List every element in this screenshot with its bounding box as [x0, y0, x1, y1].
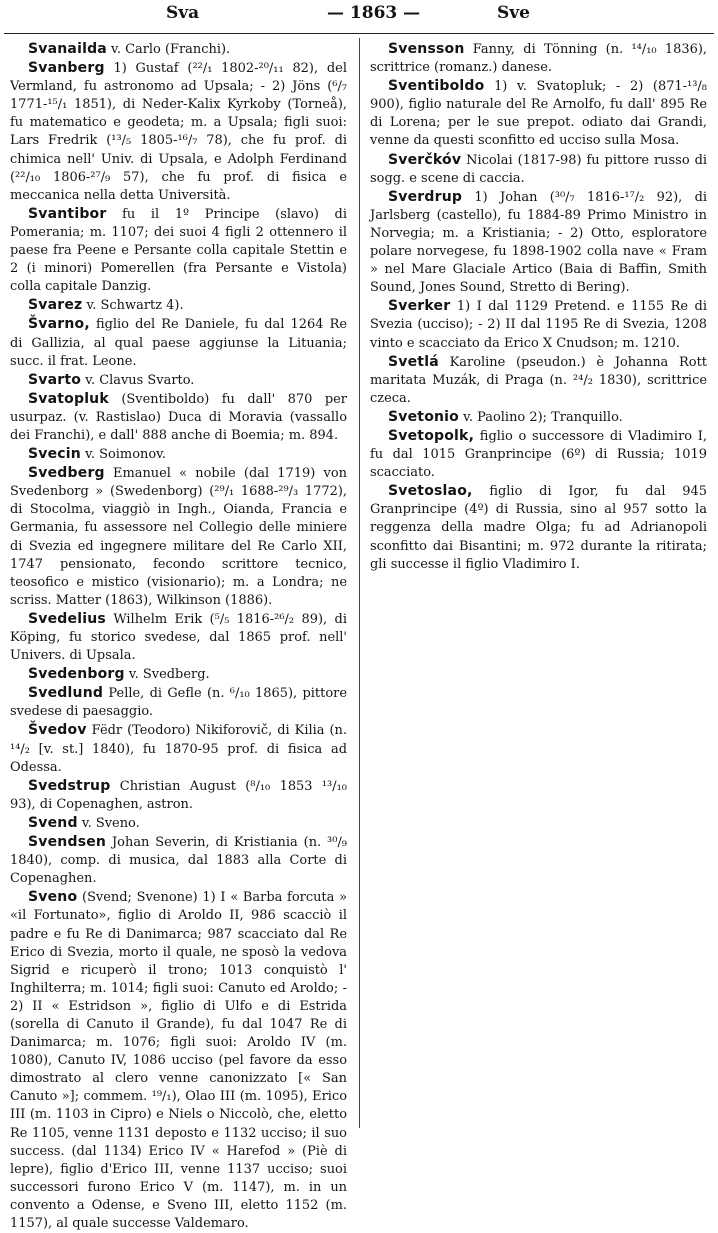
entry-headword: Svedlund [28, 685, 104, 702]
entry-headword: Svetlá [388, 353, 439, 370]
page-header [0, 0, 718, 30]
entry-text: v. Clavus Svarto. [81, 372, 195, 388]
dictionary-entry [370, 427, 707, 482]
entry-text: Pelle, di Gefle (n. ⁶/₁₀ 1865), pittore svedese di paesaggio. [10, 686, 347, 720]
entry-headword: Svetoslao, [388, 483, 473, 500]
entry-headword: Svensson [388, 41, 465, 57]
entry-text: Fëdr (Teodoro) Nikiforovič, di Kilia (n. ¹⁴/₂ [v. st.] 1840), fu 1870-95 prof. di fisica ad Odessa. [10, 723, 347, 775]
entry-text: (Svend; Svenone) 1) I « Barba forcuta » «il Fortunato», figlio di Aroldo II, 986 scacciò il padre e fu Re di Danimarca; 987 scacciato dal Re Erico di Svezia, morto il quale, ne sposò la vedova Sigrid e ricuperò il trono; 1013 conquistò l' Inghilterra; m. 1014; figli suoi: Canuto ed Aroldo; - 2) II « Estridson », figlio di Ulfo e di Estrida (sorella di Canuto il Grande), fu dal 1047 Re di Danimarca; m. 1076; figli suoi: Aroldo IV (m. 1080), Canuto IV, 1086 ucciso (pel favore da esso dimostrato al clero venne canonizzato [« San Canuto »]; commem. ¹⁹/₁), Olao III (m. 1095), Erico III (m. 1103 in Cipro) e Niels o Niccolò, che, eletto Re 1105, venne 1131 deposto e 1132 ucciso; il suo success. (dal 1134) Erico IV « Harefod » (Piè di lepre), figlio d'Erico III, venne 1137 ucciso; suoi successori furono Erico V (m. 1147), m. in un convento a Odense, e Sveno III, eletto 1152 (m. 1157), al quale successe Valdemaro. [10, 890, 347, 1231]
entry-text: fu il 1º Principe (slavo) di Pomerania; m. 1107; dei suoi 4 figli 2 ottennero il paese fra Peene e Persante colla capitale Stettin e 2 (i minori) Pomerellen (fra Persante e Vistola) colla capitale Danzig. [10, 206, 347, 295]
dictionary-entry [10, 777, 347, 814]
entry-headword: Svedberg [28, 465, 105, 482]
dictionary-entry [10, 665, 347, 684]
dictionary-entry [370, 482, 707, 573]
dictionary-entry [10, 464, 347, 610]
entry-headword: Svendsen [28, 834, 107, 851]
entry-headword: Švarno, [28, 316, 90, 333]
header-left-guideword: Sva [166, 3, 200, 23]
entry-headword: Svend [28, 814, 78, 831]
entry-text: 1) Johan (³⁰/₇ 1816-¹⁷/₂ 92), di Jarlsberg (castello), fu 1884-89 Primo Ministro in Norvegia; m. a Kristiania; - 2) Otto, esploratore polare norvegese, fu 1898-1902 colla nave « Fram » nel Mare Glaciale Artico (Baia di Baffin, Smith Sound, Jones Sound, Stretto di Bering). [370, 189, 707, 296]
entry-headword: Svarto [28, 371, 82, 388]
entry-text: v. Svedberg. [124, 667, 210, 683]
dictionary-entry [370, 40, 707, 77]
entry-headword: Sverčkóv [388, 151, 462, 168]
dictionary-entry [10, 721, 347, 776]
entry-text: Christian August (⁸/₁₀ 1853 ¹³/₁₀ 93), di Copenaghen, astron. [10, 778, 347, 812]
entry-headword: Svedstrup [28, 777, 111, 794]
dictionary-entry [370, 77, 707, 150]
entry-text: v. Schwartz 4). [82, 298, 184, 314]
dictionary-entry [10, 371, 347, 390]
dictionary-entry [10, 390, 347, 445]
header-rule [4, 33, 714, 34]
entry-headword: Svarez [28, 297, 83, 314]
dictionary-entry [10, 296, 347, 315]
dictionary-entry [10, 59, 347, 205]
dictionary-entry [10, 445, 347, 464]
dictionary-entry [10, 814, 347, 833]
dictionary-entry [10, 610, 347, 665]
entry-headword: Sventiboldo [388, 78, 485, 95]
entry-text: v. Paolino 2); Tranquillo. [459, 409, 623, 425]
entry-text: v. Sveno. [77, 815, 140, 831]
entry-headword: Svedelius [28, 610, 106, 627]
dictionary-entry [370, 353, 707, 408]
dictionary-entry [370, 408, 707, 427]
dictionary-entry [10, 205, 347, 296]
dictionary-entry [370, 188, 707, 298]
entry-text: v. Soimonov. [80, 447, 167, 463]
column-divider [359, 38, 360, 1128]
entry-headword: Svanberg [28, 60, 105, 77]
entry-text: figlio di Igor, fu dal 945 Granprincipe (4º) di Russia, sino al 957 sotto la reggenza della madre Olga; fu ad Adrianopoli sconfitto dai Bisantini; m. 972 durante la ritirata; gli successe il figlio Vladimiro I. [370, 484, 707, 572]
dictionary-entry [10, 888, 347, 1233]
entry-headword: Svecin [28, 446, 81, 463]
entry-text: Wilhelm Erik (⁵/₅ 1816-²⁶/₂ 89), di Köping, fu storico svedese, dal 1865 prof. nell' Univers. di Upsala. [10, 611, 347, 664]
dictionary-entry [370, 151, 707, 188]
entry-text: figlio del Re Daniele, fu dal 1264 Re di Gallizia, al qual paese aggiunse la Lituania; succ. il frat. Leone. [10, 317, 347, 369]
header-right-guideword: Sve [497, 3, 530, 23]
entry-text: 1) v. Svatopluk; - 2) (871-¹³/₈ 900), figlio naturale del Re Arnolfo, fu dall' 895 Re di Lorena; per le sue prepot. odiato dai Grandi, venne da questi sconfitto ed ucciso sulla Mosa. [370, 79, 707, 149]
entry-headword: Sverker [388, 298, 451, 315]
entry-headword: Svetonio [388, 408, 459, 425]
dictionary-entry [10, 833, 347, 888]
entry-headword: Svedenborg [28, 666, 125, 683]
entry-text: Nicolai (1817-98) fu pittore russo di sogg. e scene di caccia. [370, 152, 707, 186]
entry-text: 1) I dal 1129 Pretend. e 1155 Re di Svezia (ucciso); - 2) II dal 1195 Re di Svezia, 1208 vinto e scacciato da Erico X Cnudson; m. 1210. [370, 299, 707, 351]
entry-headword: Svatopluk [28, 390, 109, 407]
entry-text: v. Carlo (Franchi). [106, 42, 231, 57]
entry-text: Karoline (pseudon.) è Johanna Rott maritata Muzák, di Praga (n. ²⁴/₂ 1830), scrittrice czeca. [370, 354, 707, 406]
dictionary-entry [10, 40, 347, 59]
entry-text: Johan Severin, di Kristiania (n. ³⁰/₉ 1840), comp. di musica, dal 1883 alla Corte di Copenaghen. [10, 835, 347, 887]
dictionary-entry [10, 315, 347, 370]
page-number: — 1863 — [327, 3, 421, 23]
entry-headword: Sverdrup [388, 188, 463, 205]
entry-headword: Svanailda [28, 41, 107, 57]
entry-text: Fanny, di Tönning (n. ¹⁴/₁₀ 1836), scrittrice (romanz.) danese. [370, 42, 707, 76]
entry-headword: Svetopolk, [388, 427, 475, 444]
dictionary-entry [10, 684, 347, 721]
dictionary-entry [370, 297, 707, 352]
entry-headword: Svantibor [28, 205, 107, 222]
entry-headword: Švedov [28, 722, 87, 739]
entry-text: (Sventiboldo) fu dall' 870 per usurpaz. (v. Rastislao) Duca di Moravia (vassallo dei Franchi), e dall' 888 anche di Boemia; m. 894. [10, 391, 347, 443]
entry-text: figlio o successore di Vladimiro I, fu dal 1015 Granprincipe (6º) di Russia; 1019 scacciato. [370, 428, 707, 481]
right-column [370, 40, 707, 574]
entry-text: Emanuel « nobile (dal 1719) von Svedenborg » (Swedenborg) (²⁹/₁ 1688-²⁹/₃ 1772), di Stocolma, viaggiò in Ingh., Oianda, Francia e Germania, fu assessore nel Collegio delle miniere di Svezia ed ingegnere militare del Re Carlo XII, 1747 pensionato, fecondo scrittore tecnico, teosofico e mistico (visionario); m. a Londra; ne scriss. Matter (1863), Wilkinson (1886). [10, 466, 347, 608]
left-column [10, 40, 347, 1233]
entry-text: 1) Gustaf (²²/₁ 1802-²⁰/₁₁ 82), del Vermland, fu astronomo ad Upsala; - 2) Jöns (⁶/₇ 1771-¹⁵/₁ 1851), di Neder-Kalix Kyrkoby (Torneå), fu matematico e geodeta; m. a Upsala; figli suoi: Lars Fredrik (¹³/₅ 1805-¹⁶/₇ 78), che fu prof. di chimica nell' Univ. di Upsala, e Adolph Ferdinand (²²/₁₀ 1806-²⁷/₉ 57), che fu prof. di fisica e meccanica nella detta Università. [10, 61, 347, 203]
entry-headword: Sveno [28, 889, 78, 906]
